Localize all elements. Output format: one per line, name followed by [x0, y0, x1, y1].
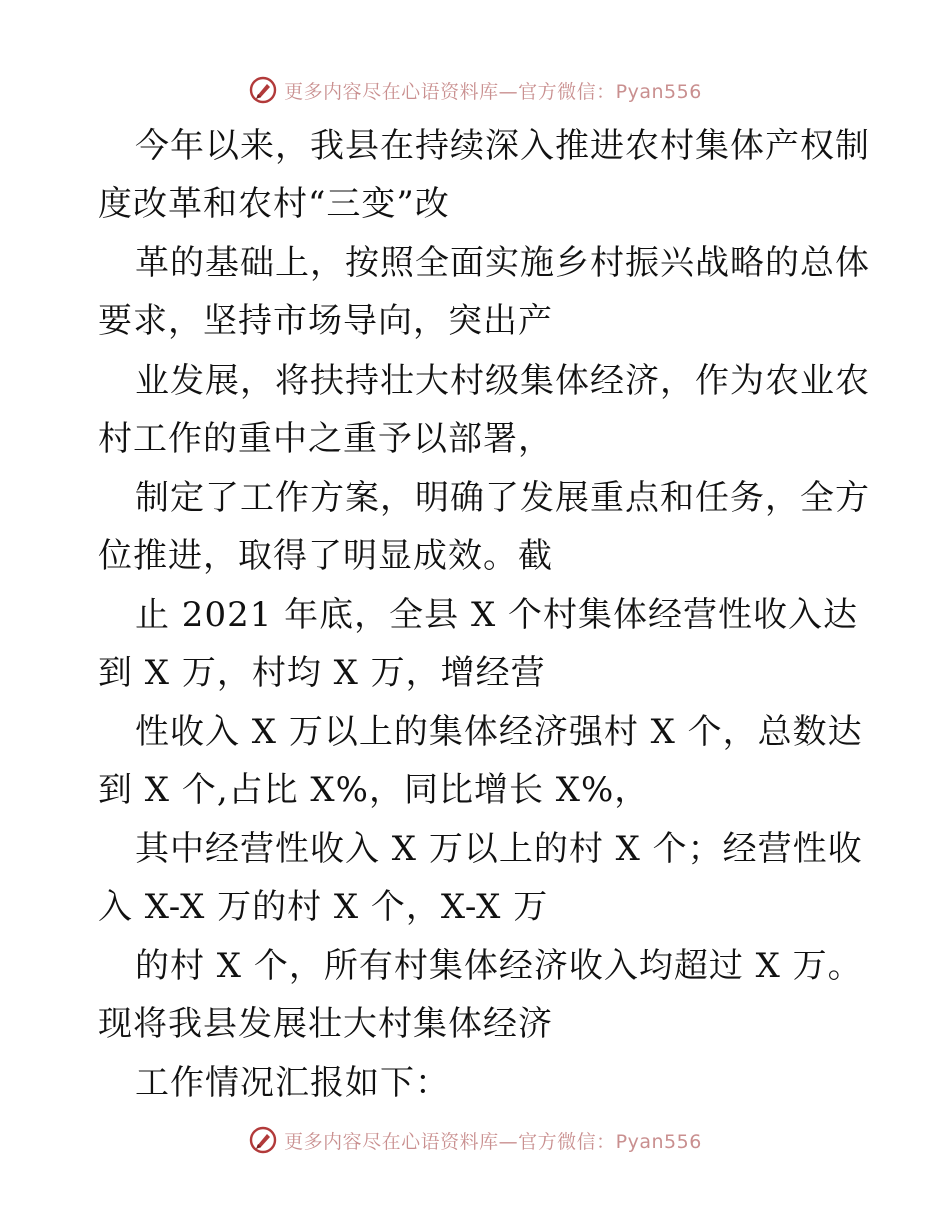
pen-logo-icon — [248, 75, 278, 105]
body-line: 到 X 万，村均 X 万，增经营 — [98, 653, 546, 693]
body-line: 现将我县发展壮大村集体经济 — [98, 1004, 553, 1044]
body-line: 入 X-X 万的村 X 个，X-X 万 — [98, 887, 549, 927]
body-line: 止 2021 年底，全县 X 个村集体经营性收入达 — [135, 595, 858, 635]
body-line: 革的基础上，按照全面实施乡村振兴战略的总体 — [135, 243, 870, 283]
header-watermark-banner — [0, 70, 950, 110]
body-line: 的村 X 个，所有村集体经济收入均超过 X 万。 — [135, 946, 863, 986]
body-line: 度改革和农村“三变”改 — [98, 184, 450, 224]
body-line: 制定了工作方案，明确了发展重点和任务，全方 — [135, 478, 870, 518]
watermark-text: 更多内容尽在心语资料库—官方微信：Pyan556 — [284, 1130, 702, 1153]
footer-watermark-banner — [0, 1120, 950, 1160]
pen-logo-icon — [248, 1125, 278, 1155]
body-line: 位推进，取得了明显成效。截 — [98, 536, 553, 576]
body-line: 要求，坚持市场导向，突出产 — [98, 301, 553, 341]
body-line: 村工作的重中之重予以部署， — [98, 419, 553, 459]
body-line: 业发展，将扶持壮大村级集体经济，作为农业农 — [135, 361, 870, 401]
body-line: 性收入 X 万以上的集体经济强村 X 个，总数达 — [135, 712, 863, 752]
watermark-text: 更多内容尽在心语资料库—官方微信：Pyan556 — [284, 80, 702, 103]
body-line: 工作情况汇报如下： — [135, 1063, 450, 1103]
body-line: 今年以来，我县在持续深入推进农村集体产权制 — [135, 126, 870, 166]
body-line: 其中经营性收入 X 万以上的村 X 个；经营性收 — [135, 829, 863, 869]
body-line: 到 X 个,占比 X%，同比增长 X%， — [98, 770, 650, 810]
